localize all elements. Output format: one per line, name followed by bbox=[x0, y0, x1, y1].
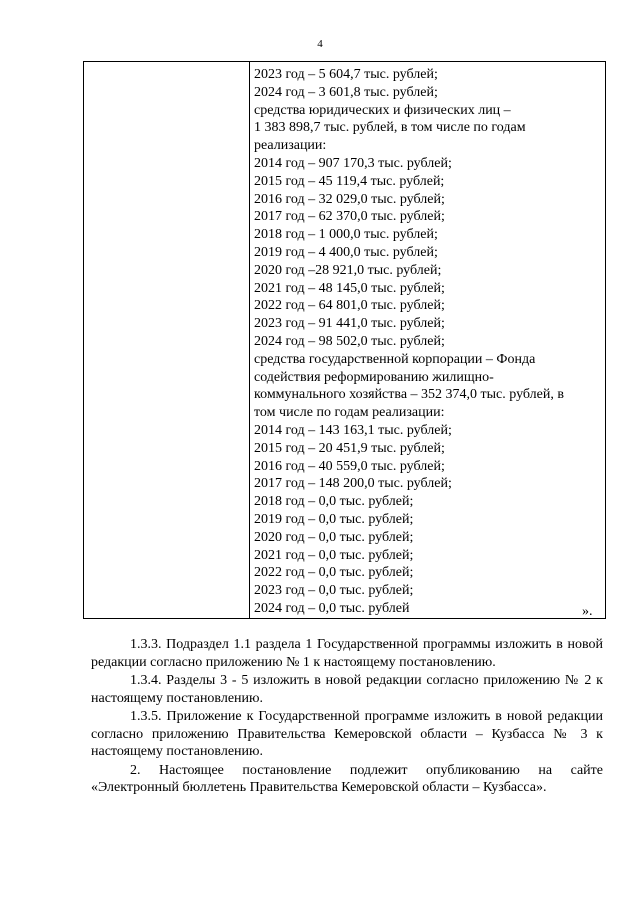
table-row bbox=[84, 62, 606, 619]
funding-line: 2014 год – 143 163,1 тыс. рублей; bbox=[254, 422, 452, 438]
page-number: 4 bbox=[317, 38, 323, 50]
funding-line: 2022 год – 64 801,0 тыс. рублей; bbox=[254, 298, 445, 314]
funding-line: 2023 год – 91 441,0 тыс. рублей; bbox=[254, 316, 445, 332]
funding-line: 2019 год – 4 400,0 тыс. рублей; bbox=[254, 244, 438, 260]
resolution-paragraphs bbox=[91, 636, 603, 797]
funding-line: 2022 год – 0,0 тыс. рублей; bbox=[254, 565, 414, 581]
paragraph: 1.3.5. Приложение к Государственной программе изложить в новой редакции согласно приложению Правительства Кемеровской области – Кузбасса № 3 к настоящему постановлению. bbox=[91, 708, 603, 760]
funding-line: 2019 год – 0,0 тыс. рублей; bbox=[254, 511, 414, 527]
funding-line: 2016 год – 32 029,0 тыс. рублей; bbox=[254, 191, 445, 207]
funding-line: 2017 год – 62 370,0 тыс. рублей; bbox=[254, 209, 445, 225]
funding-line: 1 383 898,7 тыс. рублей, в том числе по годам bbox=[254, 120, 526, 136]
funding-line: том числе по годам реализации: bbox=[254, 405, 445, 421]
funding-line: содействия реформированию жилищно- bbox=[254, 369, 494, 385]
funding-line: реализации: bbox=[254, 138, 327, 154]
funding-line: 2020 год – 0,0 тыс. рублей; bbox=[254, 529, 414, 545]
funding-line: 2016 год – 40 559,0 тыс. рублей; bbox=[254, 458, 445, 474]
funding-line: 2021 год – 0,0 тыс. рублей; bbox=[254, 547, 414, 563]
funding-line: средства государственной корпорации – Фонда bbox=[254, 351, 536, 367]
funding-line: средства юридических и физических лиц – bbox=[254, 102, 511, 118]
funding-line: 2015 год – 20 451,9 тыс. рублей; bbox=[254, 440, 445, 456]
funding-line: 2023 год – 0,0 тыс. рублей; bbox=[254, 583, 414, 599]
table-cell-left bbox=[84, 62, 250, 619]
funding-line: коммунального хозяйства – 352 374,0 тыс. рублей, в bbox=[254, 387, 564, 403]
funding-table bbox=[83, 61, 606, 619]
funding-line: 2015 год – 45 119,4 тыс. рублей; bbox=[254, 173, 445, 189]
funding-line: 2014 год – 907 170,3 тыс. рублей; bbox=[254, 155, 452, 171]
paragraph: 2. Настоящее постановление подлежит опубликованию на сайте «Электронный бюллетень Правительства Кемеровской области – Кузбасса». bbox=[91, 762, 603, 796]
funding-line: 2024 год – 3 601,8 тыс. рублей; bbox=[254, 84, 438, 100]
funding-lines bbox=[250, 62, 605, 618]
funding-line: 2018 год – 1 000,0 тыс. рублей; bbox=[254, 227, 438, 243]
funding-line: 2020 год –28 921,0 тыс. рублей; bbox=[254, 262, 442, 278]
funding-line: 2018 год – 0,0 тыс. рублей; bbox=[254, 494, 414, 510]
paragraph: 1.3.4. Разделы 3 - 5 изложить в новой редакции согласно приложению № 2 к настоящему постановлению. bbox=[91, 672, 603, 706]
funding-line: 2024 год – 0,0 тыс. рублей bbox=[254, 600, 410, 616]
funding-line: 2023 год – 5 604,7 тыс. рублей; bbox=[254, 67, 438, 82]
funding-line: 2017 год – 148 200,0 тыс. рублей; bbox=[254, 476, 452, 492]
table-cell-right bbox=[250, 62, 606, 619]
funding-line: 2024 год – 98 502,0 тыс. рублей; bbox=[254, 333, 445, 349]
funding-line: 2021 год – 48 145,0 тыс. рублей; bbox=[254, 280, 445, 296]
paragraph: 1.3.3. Подраздел 1.1 раздела 1 Государственной программы изложить в новой редакции согласно приложению № 1 к настоящему постановлению. bbox=[91, 637, 603, 670]
closing-quote: ». bbox=[582, 604, 593, 619]
